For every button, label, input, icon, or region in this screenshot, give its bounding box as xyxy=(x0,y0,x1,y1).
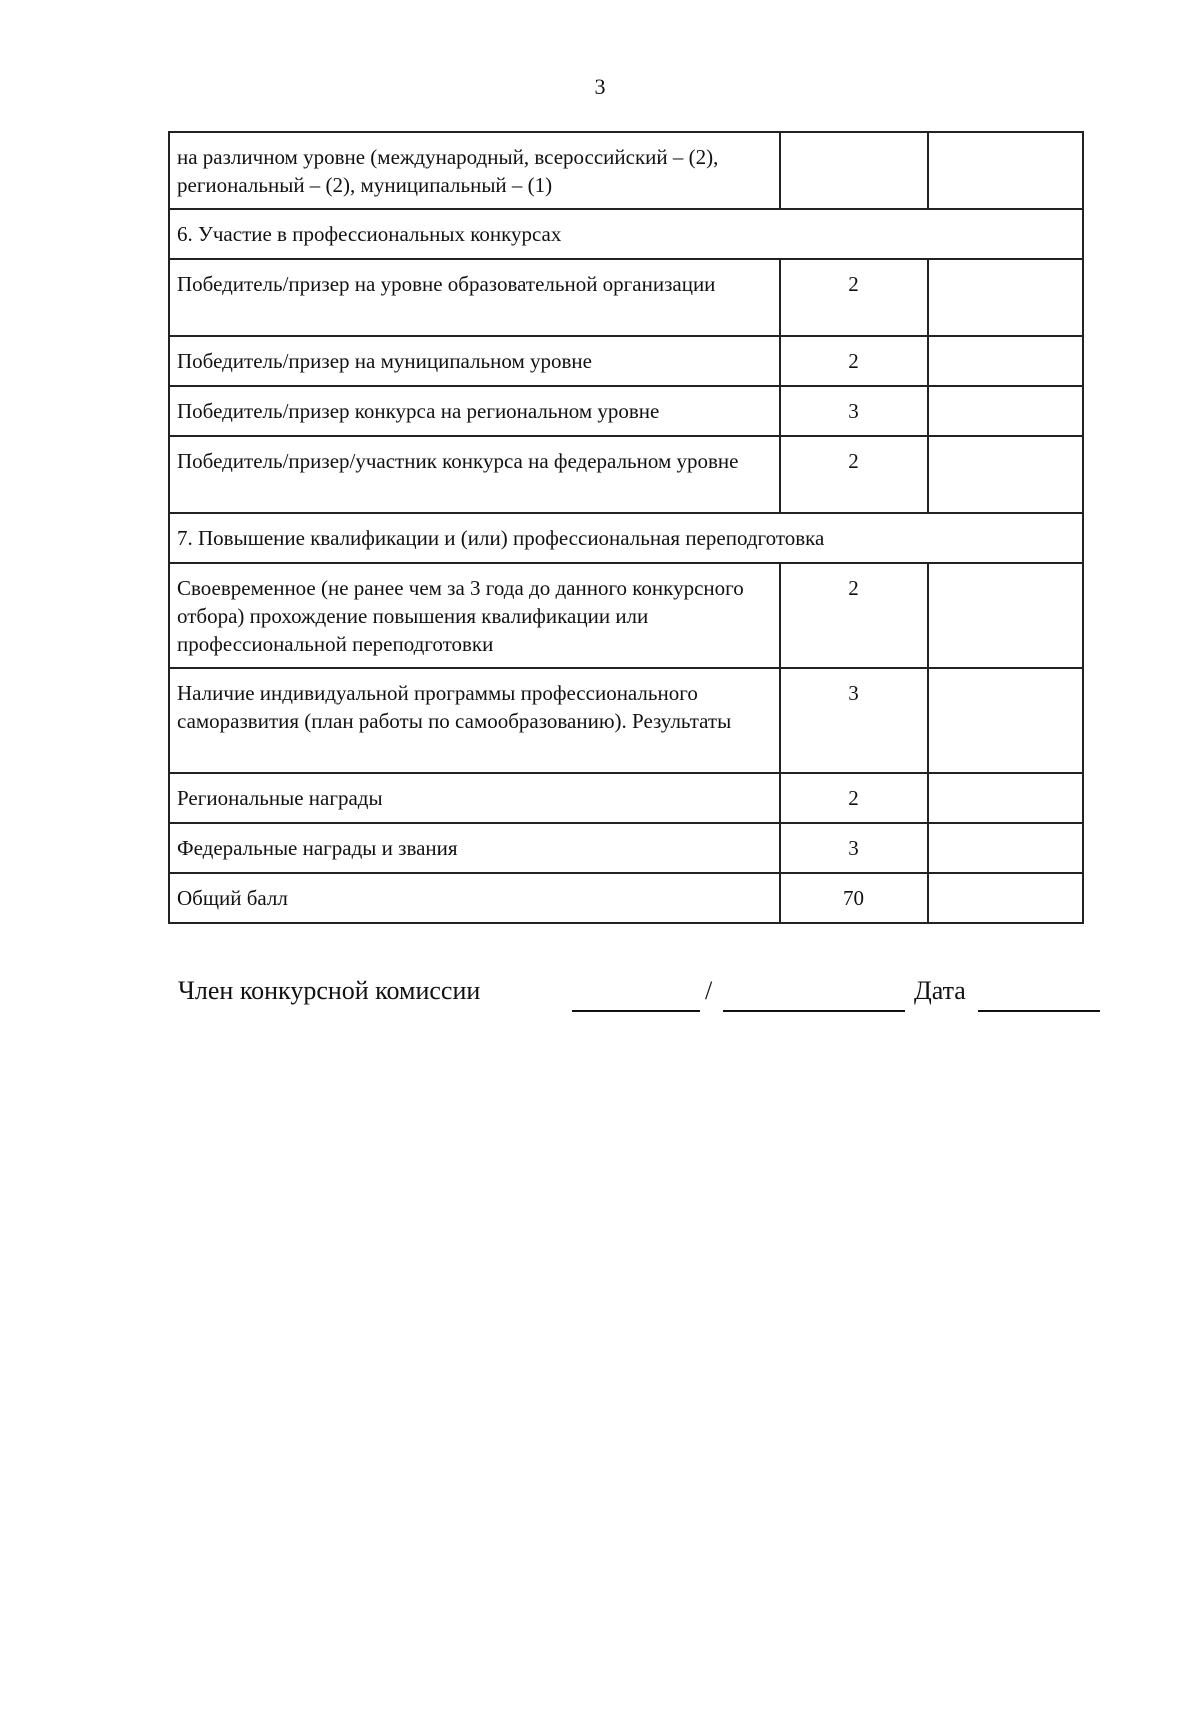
table-row xyxy=(169,773,1083,823)
date-line xyxy=(978,1010,1100,1012)
table-row xyxy=(169,873,1083,923)
signature-separator: / xyxy=(705,976,713,1005)
table-row xyxy=(169,386,1083,436)
given-score-cell xyxy=(928,563,1083,668)
max-score-cell: 2 xyxy=(780,436,928,513)
criterion-cell: Победитель/призер на муниципальном уровне xyxy=(169,336,780,386)
given-score-cell xyxy=(928,259,1083,336)
max-score-cell: 3 xyxy=(780,386,928,436)
criterion-cell: Победитель/призер на уровне образовательной организации xyxy=(169,259,780,336)
criterion-cell: Победитель/призер/участник конкурса на федеральном уровне xyxy=(169,436,780,513)
table-row xyxy=(169,563,1083,668)
max-score-cell: 2 xyxy=(780,336,928,386)
given-score-cell xyxy=(928,336,1083,386)
table-row xyxy=(169,259,1083,336)
table-row xyxy=(169,132,1083,209)
max-score-cell xyxy=(780,132,928,209)
max-score-cell: 3 xyxy=(780,668,928,773)
criterion-cell: Региональные награды xyxy=(169,773,780,823)
criterion-cell: Федеральные награды и звания xyxy=(169,823,780,873)
criterion-cell: Победитель/призер конкурса на региональном уровне xyxy=(169,386,780,436)
given-score-cell xyxy=(928,436,1083,513)
given-score-cell xyxy=(928,132,1083,209)
criterion-cell: Наличие индивидуальной программы профессионального саморазвития (план работы по самообразованию). Результаты xyxy=(169,668,780,773)
table-row xyxy=(169,823,1083,873)
criterion-cell: Общий балл xyxy=(169,873,780,923)
table-body xyxy=(169,132,1083,923)
given-score-cell xyxy=(928,773,1083,823)
signature-block xyxy=(0,976,1200,1016)
section-title: 7. Повышение квалификации и (или) профессиональная переподготовка xyxy=(169,513,1083,563)
table-row xyxy=(169,336,1083,386)
max-score-cell: 2 xyxy=(780,773,928,823)
signature-label: Член конкурсной комиссии xyxy=(178,976,481,1005)
page-number: 3 xyxy=(594,74,606,99)
date-label: Дата xyxy=(914,976,966,1005)
given-score-cell xyxy=(928,873,1083,923)
name-line xyxy=(723,1010,905,1012)
max-score-cell: 70 xyxy=(780,873,928,923)
criterion-cell: на различном уровне (международный, всероссийский – (2), региональный – (2), муниципальный – (1) xyxy=(169,132,780,209)
given-score-cell xyxy=(928,386,1083,436)
max-score-cell: 3 xyxy=(780,823,928,873)
score-table xyxy=(168,131,1084,924)
section-row xyxy=(169,209,1083,259)
table-row xyxy=(169,668,1083,773)
signature-line xyxy=(572,1010,700,1012)
section-title: 6. Участие в профессиональных конкурсах xyxy=(169,209,1083,259)
max-score-cell: 2 xyxy=(780,563,928,668)
given-score-cell xyxy=(928,823,1083,873)
given-score-cell xyxy=(928,668,1083,773)
criterion-cell: Своевременное (не ранее чем за 3 года до данного конкурсного отбора) прохождение повышения квалификации или профессиональной переподготовки xyxy=(169,563,780,668)
max-score-cell: 2 xyxy=(780,259,928,336)
table-row xyxy=(169,436,1083,513)
section-row xyxy=(169,513,1083,563)
